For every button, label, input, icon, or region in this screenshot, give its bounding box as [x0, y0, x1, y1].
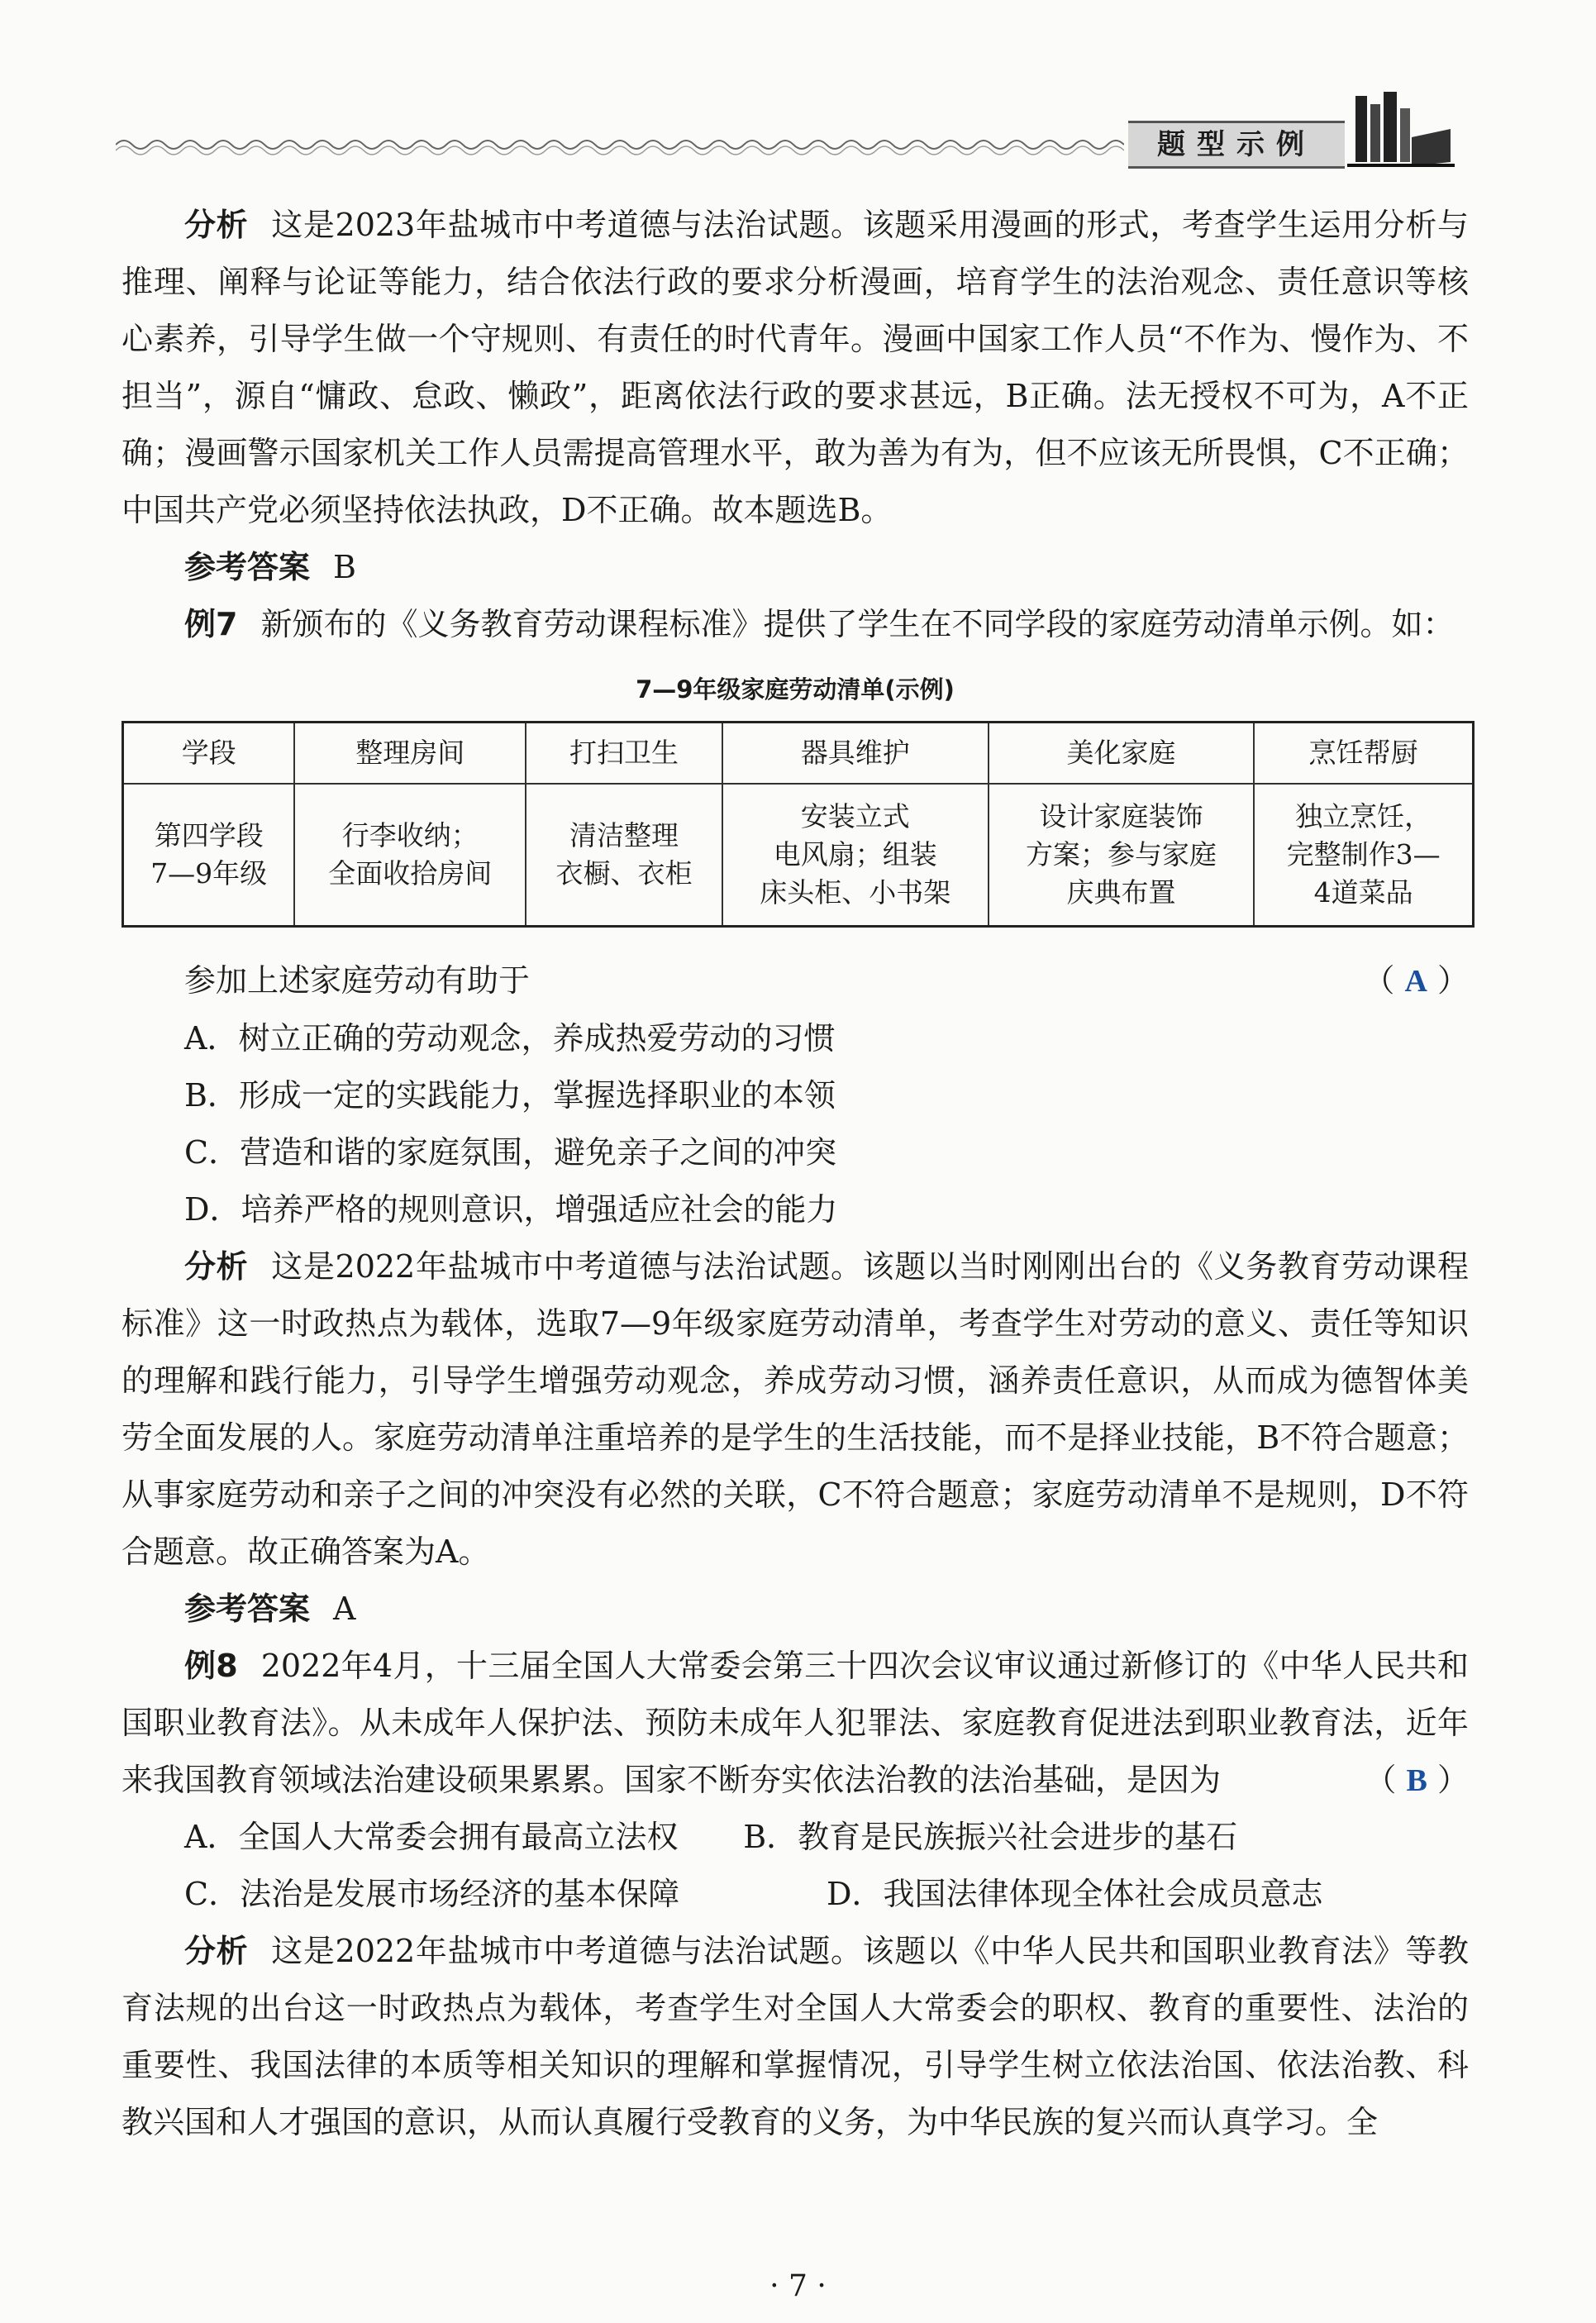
- analysis-7: 分析 这是2022年盐城市中考道德与法治试题。该题以当时刚刚出台的《义务教育劳动课程标准》这一时政热点为载体，选取7—9年级家庭劳动清单，考查学生对劳动的意义、责任等知识的理解和践行能力，引导学生增强劳动观念，养成劳动习惯，涵养责任意识，从而成为德智体美劳全面发展的人。家庭劳动清单注重培养的是学生的生活技能，而不是择业技能，B不符合题意；从事家庭劳动和亲子之间的冲突没有必然的关联，C不符合题意；家庭劳动清单不是规则，D不符合题意。故正确答案为A。: [121, 1248, 1469, 1570]
- option-b: B．形成一定的实践能力，掌握选择职业的本领: [184, 1077, 836, 1114]
- options-row-1: [121, 1809, 1302, 1866]
- options-row-2: [121, 1866, 1469, 1923]
- table-cell: 设计家庭装饰 方案；参与家庭 庆典布置: [989, 784, 1255, 927]
- table-header-cell: 器具维护: [722, 723, 989, 785]
- example-7: 例7 新颁布的《义务教育劳动课程标准》提供了学生在不同学段的家庭劳动清单示例。如：: [184, 606, 1455, 642]
- example-8: 例8 2022年4月，十三届全国人大常委会第三十四次会议审议通过新修订的《中华人民共和国职业教育法》。从未成年人保护法、预防未成年人犯罪法、家庭教育促进法到职业教育法，近年来我国教育领域法治建设硕果累累。国家不断夯实依法治教的法治基础，是因为 （ B ）: [121, 1638, 1469, 1809]
- table-row: [123, 784, 1474, 927]
- option-b: B．教育是民族振兴社会进步的基石: [743, 1819, 1238, 1855]
- labor-list-table: [121, 721, 1475, 928]
- option-c: C．营造和谐的家庭氛围，避免亲子之间的冲突: [184, 1134, 837, 1171]
- option-c: C．法治是发展市场经济的基本保障: [184, 1876, 680, 1912]
- table-header-cell: 打扫卫生: [526, 723, 722, 785]
- table-header-cell: 美化家庭: [989, 723, 1255, 785]
- table-header-cell: 烹饪帮厨: [1254, 723, 1473, 785]
- table-header-cell: 整理房间: [294, 723, 526, 785]
- option-a: A．树立正确的劳动观念，养成热爱劳动的习惯: [184, 1020, 836, 1057]
- analysis-8: 分析 这是2022年盐城市中考道德与法治试题。该题以《中华人民共和国职业教育法》等教育法规的出台这一时政热点为载体，考查学生对全国人大常委会的职权、教育的重要性、法治的重要性、我国法律的本质等相关知识的理解和掌握情况，引导学生树立依法治国、依法治教、科教兴国和人才强国的意识，从而认真履行受教育的义务，为中华民族的复兴而认真学习。全: [121, 1933, 1469, 2140]
- table-caption: 7—9年级家庭劳动清单(示例): [636, 675, 955, 704]
- answer-bracket: （ B ）: [1365, 1762, 1469, 1798]
- page-content: [121, 197, 1469, 2151]
- page-number: · 7 ·: [769, 2269, 827, 2303]
- reference-answer-7: 参考答案 A: [184, 1591, 356, 1627]
- reference-answer-6: 参考答案 B: [184, 549, 356, 585]
- answer-mark: A: [1404, 964, 1427, 999]
- books-icon: [1347, 88, 1455, 170]
- answer-bracket: （ A ）: [1363, 962, 1469, 999]
- wavy-rule: [116, 132, 1124, 157]
- option-d: D．我国法律体现全体社会成员意志: [827, 1876, 1323, 1912]
- table-header-row: [123, 723, 1474, 785]
- table-cell: 行李收纳； 全面收拾房间: [294, 784, 526, 927]
- option-a: A．全国人大常委会拥有最高立法权: [184, 1819, 679, 1855]
- analysis-6: 分析 这是2023年盐城市中考道德与法治试题。该题采用漫画的形式，考查学生运用分析与推理、阐释与论证等能力，结合依法行政的要求分析漫画，培育学生的法治观念、责任意识等核心素养，引导学生做一个守规则、有责任的时代青年。漫画中国家工作人员“不作为、慢作为、不担当”，源自“慵政、怠政、懒政”，距离依法行政的要求甚远，B正确。法无授权不可为，A不正确；漫画警示国家机关工作人员需提高管理水平，敢为善为有为，但不应该无所畏惧，C不正确；中国共产党必须坚持依法执政，D不正确。故本题选B。: [121, 207, 1469, 528]
- table-cell: 第四学段 7—9年级: [123, 784, 295, 927]
- option-d: D．培养严格的规则意识，增强适应社会的能力: [184, 1191, 838, 1228]
- page-header: [0, 0, 1596, 165]
- table-header-cell: 学段: [123, 723, 295, 785]
- answer-mark: B: [1406, 1763, 1427, 1798]
- question-7-stem: 参加上述家庭劳动有助于 （ A ）: [121, 952, 1469, 1010]
- section-badge: 题型示例: [1128, 121, 1345, 169]
- table-cell: 清洁整理 衣橱、衣柜: [526, 784, 722, 927]
- table-cell: 独立烹饪， 完整制作3— 4道菜品: [1254, 784, 1473, 927]
- table-cell: 安装立式 电风扇；组装 床头柜、小书架: [722, 784, 989, 927]
